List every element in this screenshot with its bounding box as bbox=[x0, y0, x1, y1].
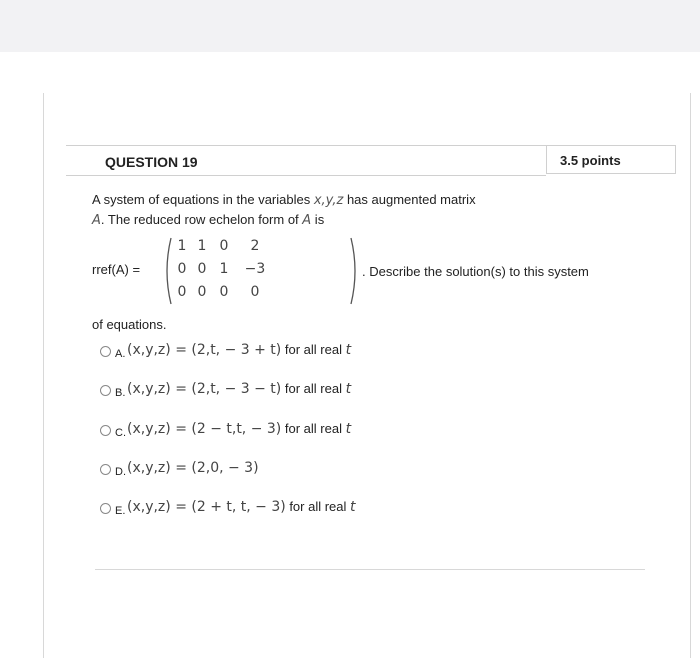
matrix-cell: 1 bbox=[219, 261, 229, 277]
option-var: t bbox=[345, 421, 352, 437]
radio-icon[interactable] bbox=[100, 385, 111, 396]
option-label: B. bbox=[115, 387, 126, 399]
matrix-variable: A bbox=[302, 213, 312, 228]
question-text: A system of equations in the variables bbox=[92, 192, 314, 207]
question-title: QUESTION 19 bbox=[105, 154, 198, 170]
right-border bbox=[690, 93, 691, 658]
matrix-cell: −3 bbox=[244, 261, 266, 277]
option-suffix: for all real bbox=[281, 342, 346, 357]
option-suffix: for all real bbox=[281, 421, 346, 436]
question-text-line-1 bbox=[92, 192, 476, 208]
radio-icon[interactable] bbox=[100, 346, 111, 357]
option-label: E. bbox=[115, 505, 126, 517]
question-text-after-matrix: . Describe the solution(s) to this system bbox=[362, 264, 589, 279]
question-text: has augmented matrix bbox=[343, 192, 476, 207]
matrix-cell: 0 bbox=[197, 284, 207, 300]
option-math: (x,y,z) = (2,t, − 3 + t) bbox=[127, 342, 282, 358]
matrix-cell: 0 bbox=[197, 261, 207, 277]
rref-equation bbox=[92, 236, 589, 306]
radio-icon[interactable] bbox=[100, 425, 111, 436]
option-text bbox=[127, 342, 351, 358]
option-var: t bbox=[350, 499, 356, 515]
question-points: 3.5 points bbox=[560, 153, 621, 168]
rref-label: rref(A) = bbox=[92, 262, 141, 277]
matrix-cell: 0 bbox=[219, 284, 229, 300]
question-text-end: of equations. bbox=[92, 317, 167, 332]
option-suffix: for all real bbox=[285, 499, 351, 514]
option-math: (x,y,z) = (2,0, − 3) bbox=[127, 460, 259, 476]
option-text bbox=[127, 499, 356, 515]
option-suffix: for all real bbox=[281, 381, 346, 396]
matrix-cell: 0 bbox=[177, 284, 187, 300]
option-text bbox=[127, 421, 351, 437]
question-text-line-2 bbox=[92, 212, 324, 228]
matrix-variable: A bbox=[92, 213, 101, 228]
radio-icon[interactable] bbox=[100, 503, 111, 514]
matrix-cell: 2 bbox=[250, 238, 260, 254]
matrix-cell: 1 bbox=[177, 238, 187, 254]
option-math: (x,y,z) = (2,t, − 3 − t) bbox=[127, 381, 282, 397]
option-label: A. bbox=[115, 348, 126, 360]
top-bar bbox=[0, 0, 700, 52]
question-text: . The reduced row echelon form of bbox=[100, 212, 303, 227]
bottom-divider bbox=[95, 569, 645, 570]
radio-icon[interactable] bbox=[100, 464, 111, 475]
matrix-cell: 0 bbox=[250, 284, 260, 300]
option-var: t bbox=[345, 381, 352, 397]
option-label: C. bbox=[115, 427, 126, 439]
variables: x,y,z bbox=[313, 193, 344, 208]
option-text bbox=[127, 381, 351, 397]
question-text: is bbox=[311, 212, 325, 227]
option-var: t bbox=[345, 342, 352, 358]
matrix-cell: 0 bbox=[177, 261, 187, 277]
option-text bbox=[127, 460, 259, 476]
option-label: D. bbox=[115, 466, 126, 478]
option-math: (x,y,z) = (2 + t, t, − 3) bbox=[127, 499, 286, 515]
matrix-cell: 0 bbox=[219, 238, 229, 254]
matrix-cell: 1 bbox=[197, 238, 207, 254]
left-border bbox=[43, 93, 44, 658]
rref-matrix bbox=[162, 236, 360, 306]
option-math: (x,y,z) = (2 − t,t, − 3) bbox=[127, 421, 282, 437]
